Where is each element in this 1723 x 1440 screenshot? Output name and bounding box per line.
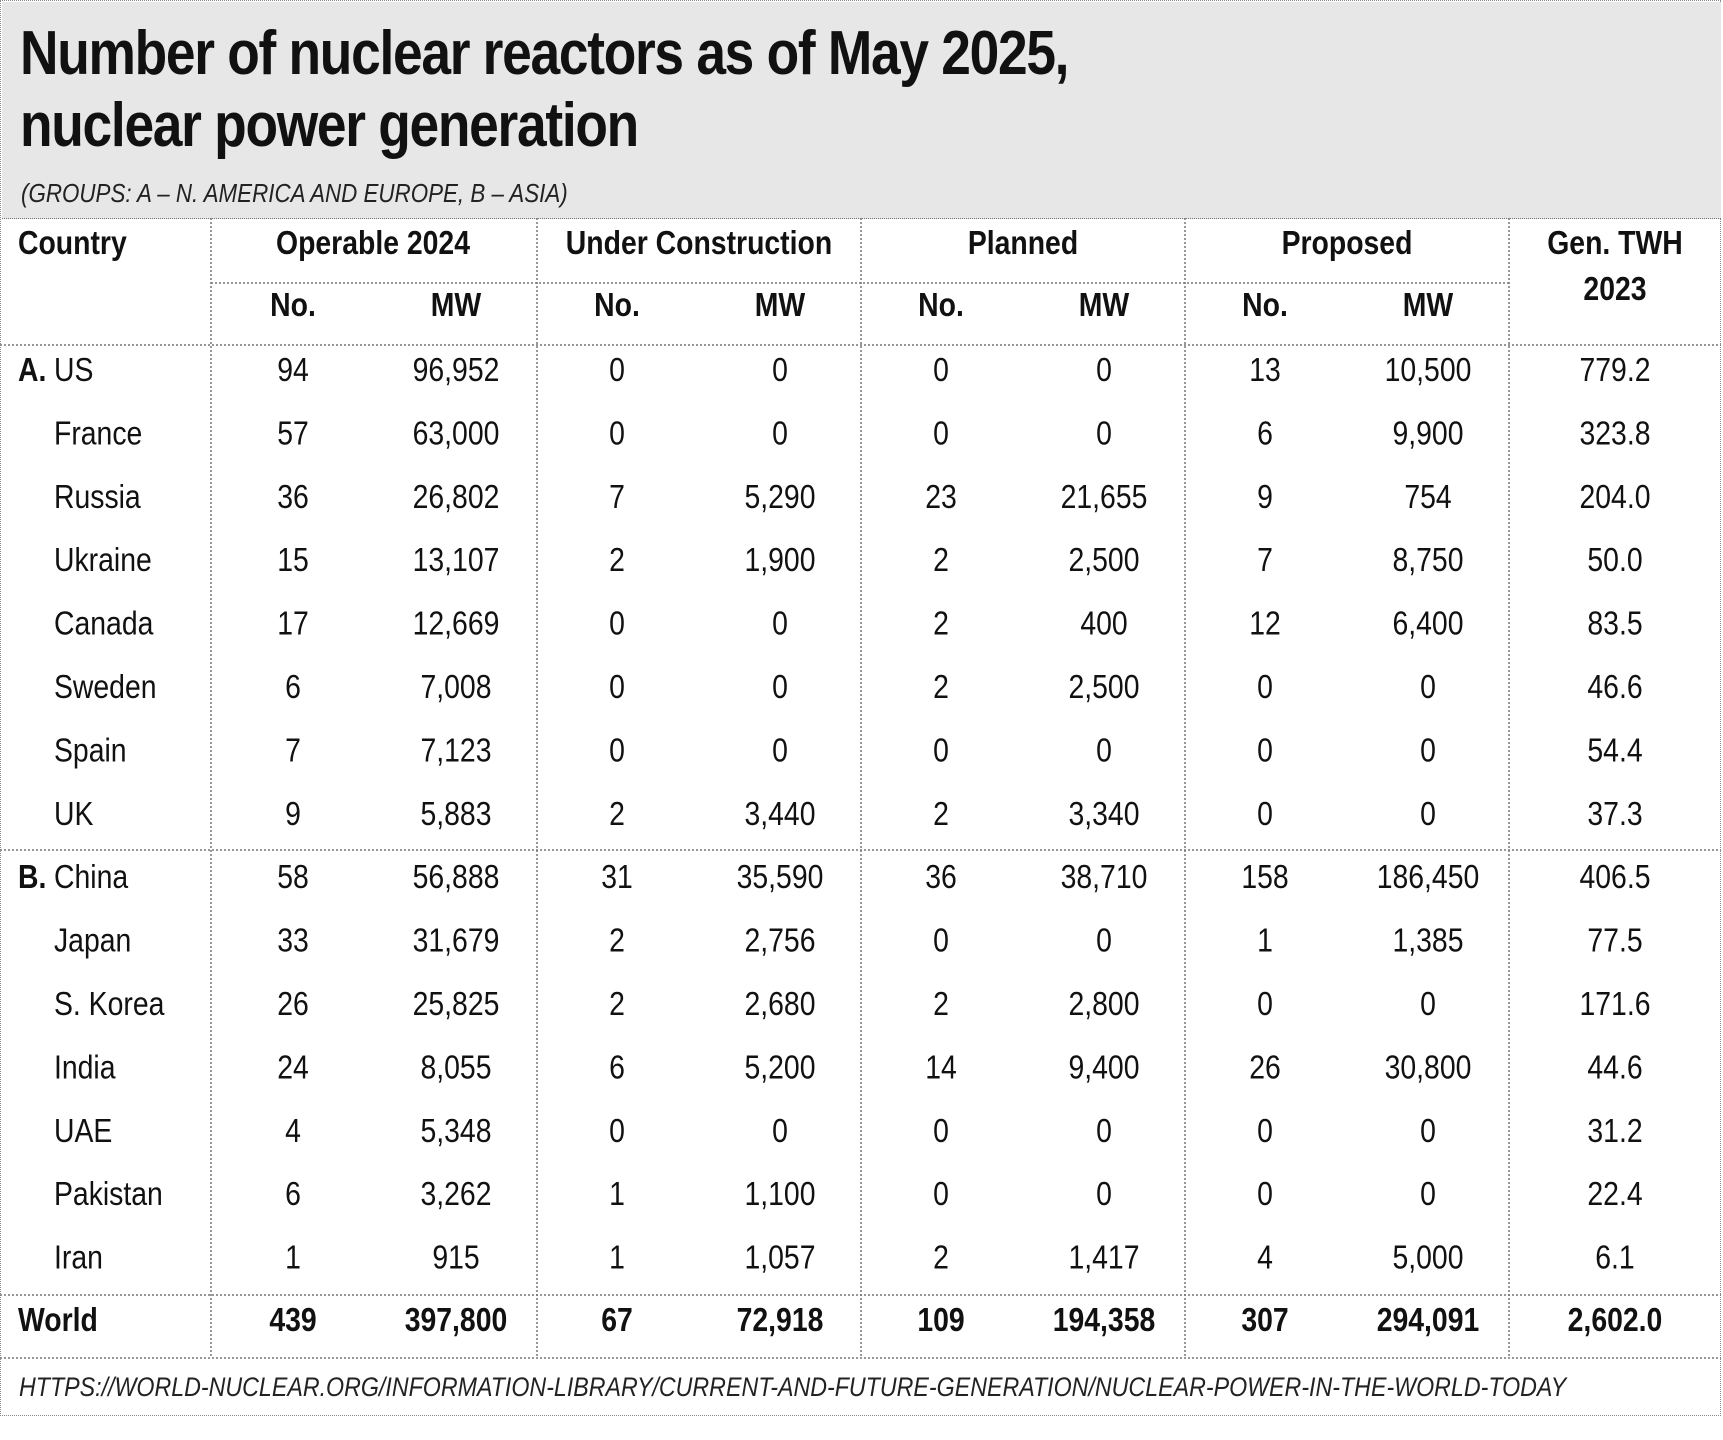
table-cell: 1 <box>285 1238 301 1277</box>
table-cell: 31,679 <box>412 921 500 960</box>
table-cell: 0 <box>1257 794 1273 833</box>
country-name: Japan <box>54 921 132 960</box>
table-cell: 0 <box>1096 350 1112 389</box>
table-cell: 12,669 <box>412 604 500 643</box>
table-cell: 2 <box>933 1238 949 1277</box>
table-cell: 5,348 <box>420 1111 492 1150</box>
table-cell: 26 <box>277 984 309 1023</box>
table-cell: 63,000 <box>412 414 500 452</box>
table-cell: 2 <box>609 541 625 579</box>
table-cell: 0 <box>609 414 625 452</box>
total-cell: 194,358 <box>1052 1300 1156 1339</box>
table-cell: 4 <box>285 1111 301 1150</box>
title-line-2: nuclear power generation <box>20 91 638 160</box>
table-cell: 3,340 <box>1068 794 1140 833</box>
table-cell: 2,756 <box>744 921 816 960</box>
table-cell: 36 <box>277 477 309 516</box>
table-cell: 6.1 <box>1595 1238 1635 1277</box>
total-cell: 294,091 <box>1376 1300 1480 1339</box>
table-cell: 37.3 <box>1587 794 1643 833</box>
table-cell: 6 <box>285 1175 301 1213</box>
table-cell: 1,417 <box>1068 1238 1140 1277</box>
table-cell: 54.4 <box>1587 731 1643 769</box>
group-label: A. <box>18 350 47 389</box>
total-label: World <box>18 1300 98 1339</box>
header-no: No. <box>270 285 316 324</box>
table-cell: 0 <box>1257 1175 1273 1213</box>
header-mw: MW <box>1078 285 1130 324</box>
country-name: Pakistan <box>54 1175 163 1213</box>
table-cell: 915 <box>432 1238 480 1277</box>
table-cell: 1,385 <box>1392 921 1464 960</box>
table-cell: 0 <box>1096 1175 1112 1213</box>
table-cell: 2 <box>933 604 949 643</box>
header-gen-twh: Gen. TWH <box>1547 223 1683 262</box>
table-cell: 0 <box>1420 984 1436 1023</box>
total-cell: 439 <box>269 1300 317 1339</box>
table-cell: 0 <box>1257 1111 1273 1150</box>
table-cell: 1 <box>609 1238 625 1277</box>
table-cell: 8,750 <box>1392 541 1464 579</box>
country-name: UK <box>54 794 94 833</box>
table-cell: 0 <box>933 350 949 389</box>
table-cell: 56,888 <box>412 858 500 896</box>
table-cell: 4 <box>1257 1238 1273 1277</box>
header-mw: MW <box>1402 285 1454 324</box>
country-name: France <box>54 414 143 452</box>
table-cell: 0 <box>609 667 625 706</box>
country-name: Russia <box>54 477 141 516</box>
table-cell: 2,500 <box>1068 667 1140 706</box>
table-cell: 94 <box>277 350 309 389</box>
table-cell: 0 <box>609 1111 625 1150</box>
table-cell: 0 <box>1096 921 1112 960</box>
country-name: US <box>54 350 94 389</box>
header-group: Planned <box>967 223 1079 262</box>
table-cell: 6 <box>1257 414 1273 452</box>
total-cell: 109 <box>917 1300 965 1339</box>
table-cell: 13,107 <box>412 541 500 579</box>
country-name: Canada <box>54 604 154 643</box>
table-cell: 44.6 <box>1587 1048 1643 1086</box>
table-cell: 5,200 <box>744 1048 816 1086</box>
table-cell: 2 <box>609 794 625 833</box>
table-cell: 1,100 <box>744 1175 816 1213</box>
country-name: Ukraine <box>54 541 152 579</box>
table-cell: 21,655 <box>1060 477 1148 516</box>
table-cell: 406.5 <box>1579 858 1651 896</box>
total-cell: 397,800 <box>404 1300 508 1339</box>
header-group: Proposed <box>1281 223 1413 262</box>
table-cell: 186,450 <box>1376 858 1480 896</box>
table-cell: 2 <box>609 984 625 1023</box>
header-country: Country <box>18 223 127 262</box>
table-cell: 31.2 <box>1587 1111 1643 1150</box>
table-cell: 0 <box>933 1175 949 1213</box>
header-no: No. <box>918 285 964 324</box>
table-cell: 0 <box>1420 1175 1436 1213</box>
table-cell: 8,055 <box>420 1048 492 1086</box>
country-name: China <box>54 858 129 896</box>
country-name: Spain <box>54 731 127 769</box>
table-cell: 46.6 <box>1587 667 1643 706</box>
table-cell: 0 <box>1420 667 1436 706</box>
table-cell: 6 <box>609 1048 625 1086</box>
table-cell: 36 <box>925 858 957 896</box>
table-cell: 0 <box>1420 1111 1436 1150</box>
total-cell: 72,918 <box>736 1300 824 1339</box>
table-cell: 171.6 <box>1579 984 1651 1023</box>
total-cell: 307 <box>1241 1300 1289 1339</box>
table-cell: 24 <box>277 1048 309 1086</box>
table-cell: 0 <box>772 414 788 452</box>
table-cell: 7 <box>609 477 625 516</box>
table-cell: 1 <box>609 1175 625 1213</box>
table-cell: 0 <box>1420 731 1436 769</box>
table-cell: 3,262 <box>420 1175 492 1213</box>
header-group: Operable 2024 <box>276 223 470 262</box>
table-cell: 6,400 <box>1392 604 1464 643</box>
table-cell: 10,500 <box>1384 350 1472 389</box>
table-cell: 26,802 <box>412 477 500 516</box>
country-name: Sweden <box>54 667 157 706</box>
table-cell: 17 <box>277 604 309 643</box>
table-cell: 0 <box>772 604 788 643</box>
table-cell: 57 <box>277 414 309 452</box>
table-cell: 9,900 <box>1392 414 1464 452</box>
table-cell: 13 <box>1249 350 1281 389</box>
table-cell: 23 <box>925 477 957 516</box>
table-cell: 7,123 <box>420 731 492 769</box>
table-cell: 31 <box>601 858 633 896</box>
title-line-1: Number of nuclear reactors as of May 2025, <box>20 19 1069 88</box>
table-cell: 0 <box>933 921 949 960</box>
country-name: UAE <box>54 1111 113 1150</box>
table-cell: 14 <box>925 1048 957 1086</box>
table-cell: 0 <box>933 731 949 769</box>
table-cell: 0 <box>1096 731 1112 769</box>
table-cell: 9 <box>285 794 301 833</box>
table-cell: 779.2 <box>1579 350 1651 389</box>
table-cell: 400 <box>1080 604 1128 643</box>
table-cell: 2 <box>609 921 625 960</box>
table-cell: 33 <box>277 921 309 960</box>
table-cell: 0 <box>772 1111 788 1150</box>
table-cell: 5,883 <box>420 794 492 833</box>
table-cell: 0 <box>609 604 625 643</box>
table-cell: 96,952 <box>412 350 500 389</box>
table-cell: 158 <box>1241 858 1289 896</box>
table-cell: 0 <box>609 731 625 769</box>
table-cell: 5,290 <box>744 477 816 516</box>
table-cell: 0 <box>1420 794 1436 833</box>
table-subtitle: (GROUPS: A – N. AMERICA AND EUROPE, B – ASIA) <box>21 178 568 208</box>
table-cell: 83.5 <box>1587 604 1643 643</box>
table-cell: 2 <box>933 984 949 1023</box>
table-cell: 0 <box>1096 1111 1112 1150</box>
table-cell: 1,900 <box>744 541 816 579</box>
table-cell: 35,590 <box>736 858 824 896</box>
table-cell: 5,000 <box>1392 1238 1464 1277</box>
table-cell: 0 <box>1257 667 1273 706</box>
country-name: Iran <box>54 1238 103 1277</box>
table-cell: 38,710 <box>1060 858 1148 896</box>
table-cell: 3,440 <box>744 794 816 833</box>
table-cell: 0 <box>1096 414 1112 452</box>
group-label: B. <box>18 858 47 896</box>
table-cell: 0 <box>933 414 949 452</box>
header-no: No. <box>594 285 640 324</box>
table-cell: 7,008 <box>420 667 492 706</box>
table-cell: 26 <box>1249 1048 1281 1086</box>
table-cell: 30,800 <box>1384 1048 1472 1086</box>
table-cell: 0 <box>933 1111 949 1150</box>
header-gen-year: 2023 <box>1583 269 1647 308</box>
header-mw: MW <box>430 285 482 324</box>
table-cell: 1 <box>1257 921 1273 960</box>
table-cell: 22.4 <box>1587 1175 1643 1213</box>
table-cell: 0 <box>772 350 788 389</box>
table-cell: 9,400 <box>1068 1048 1140 1086</box>
country-name: India <box>54 1048 116 1086</box>
table-cell: 12 <box>1249 604 1281 643</box>
table-cell: 7 <box>1257 541 1273 579</box>
header-no: No. <box>1242 285 1288 324</box>
table-cell: 2 <box>933 794 949 833</box>
table-cell: 754 <box>1404 477 1452 516</box>
table-cell: 58 <box>277 858 309 896</box>
source-note: HTTPS://WORLD-NUCLEAR.ORG/INFORMATION-LIBRARY/CURRENT-AND-FUTURE-GENERATION/NUCLEAR-POWER-IN-THE-WORLD-TODAY <box>19 1372 1567 1402</box>
total-cell: 67 <box>601 1300 633 1339</box>
table-cell: 1,057 <box>744 1238 816 1277</box>
country-name: S. Korea <box>54 984 165 1023</box>
table-cell: 0 <box>1257 731 1273 769</box>
header-mw: MW <box>754 285 806 324</box>
table-cell: 204.0 <box>1579 477 1651 516</box>
table-cell: 0 <box>609 350 625 389</box>
table-cell: 2,680 <box>744 984 816 1023</box>
table-cell: 50.0 <box>1587 541 1643 579</box>
table-cell: 77.5 <box>1587 921 1643 960</box>
table-cell: 2 <box>933 667 949 706</box>
table-cell: 2,800 <box>1068 984 1140 1023</box>
table-cell: 6 <box>285 667 301 706</box>
table-cell: 15 <box>277 541 309 579</box>
table-cell: 25,825 <box>412 984 500 1023</box>
total-cell: 2,602.0 <box>1567 1300 1663 1339</box>
table-cell: 9 <box>1257 477 1273 516</box>
table-cell: 7 <box>285 731 301 769</box>
table-cell: 0 <box>1257 984 1273 1023</box>
table-cell: 323.8 <box>1579 414 1651 452</box>
table-cell: 2,500 <box>1068 541 1140 579</box>
table-cell: 0 <box>772 667 788 706</box>
header-group: Under Construction <box>565 223 833 262</box>
table-cell: 0 <box>772 731 788 769</box>
table-cell: 2 <box>933 541 949 579</box>
